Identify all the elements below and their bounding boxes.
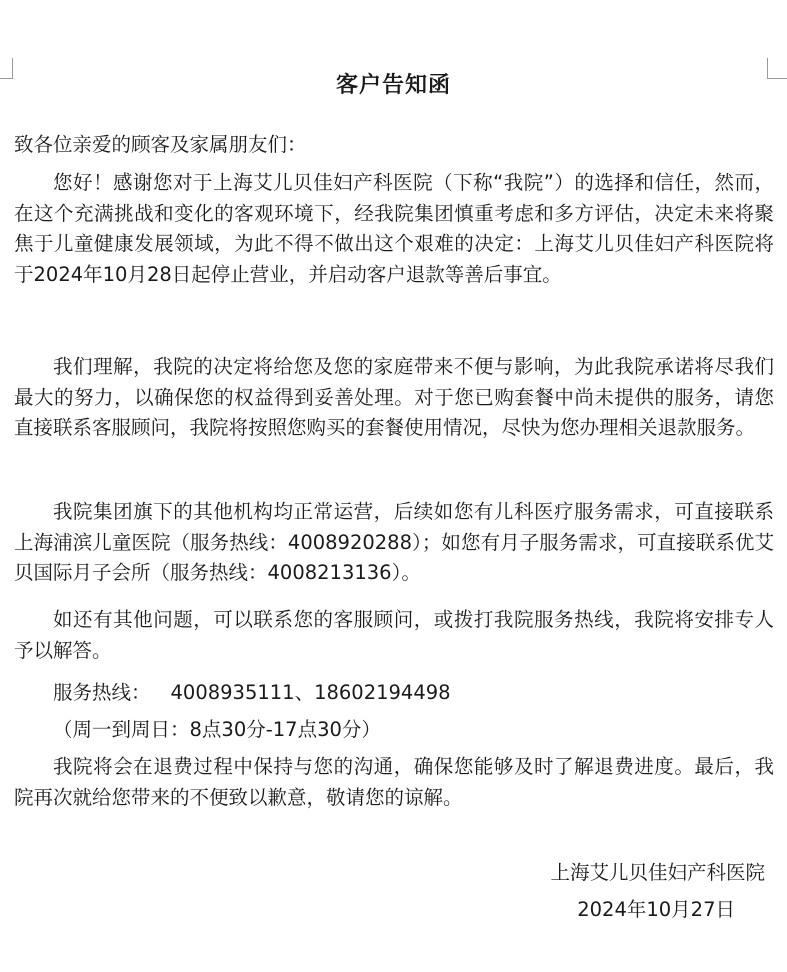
paragraph-contact: 如还有其他问题，可以联系您的客服顾问，或拨打我院服务热线，我院将安排专人予以解答。: [14, 608, 774, 662]
hotline-label: 服务热线：: [53, 681, 151, 704]
paragraph-commitment: 我们理解，我院的决定将给您及您的家庭带来不便与影响，为此我院承诺将尽我们最大的努力，以确保您的权益得到妥善处理。对于您已购套餐中尚未提供的服务，请您直接联系客服顾问，我院将按照您购买的套餐使用情况，尽快为您办理相关退款服务。: [14, 355, 774, 439]
signature-date: 2024年10月27日: [577, 898, 735, 921]
document-title: 客户告知函: [335, 73, 451, 98]
signature-hospital: 上海艾儿贝佳妇产科医院: [550, 861, 765, 884]
service-hours: （周一到周日：8点30分-17点30分）: [53, 718, 381, 741]
service-hotline: [53, 678, 451, 708]
paragraph-closing: 我院将会在退费过程中保持与您的沟通，确保您能够及时了解退费进度。最后，我院再次就给您带来的不便致以歉意，敬请您的谅解。: [14, 755, 774, 809]
salutation: 致各位亲爱的顾客及家属朋友们：: [14, 133, 307, 156]
paragraph-other-institutions: 我院集团旗下的其他机构均正常运营，后续如您有儿科医疗服务需求，可直接联系上海浦滨儿童医院（服务热线：4008920288）；如您有月子服务需求，可直接联系优艾贝国际月子会所（服务热线：4008213136）。: [14, 500, 774, 584]
hotline-numbers: 4008935111、18602194498: [170, 681, 451, 704]
paragraph-intro: 您好！感谢您对于上海艾儿贝佳妇产科医院（下称“我院”）的选择和信任，然而，在这个充满挑战和变化的客观环境下，经我院集团慎重考虑和多方评估，决定未来将聚焦于儿童健康发展领域，为此不得不做出这个艰难的决定：上海艾儿贝佳妇产科医院将于2024年10月28日起停止营业，并启动客户退款等善后事宜。: [14, 171, 774, 286]
